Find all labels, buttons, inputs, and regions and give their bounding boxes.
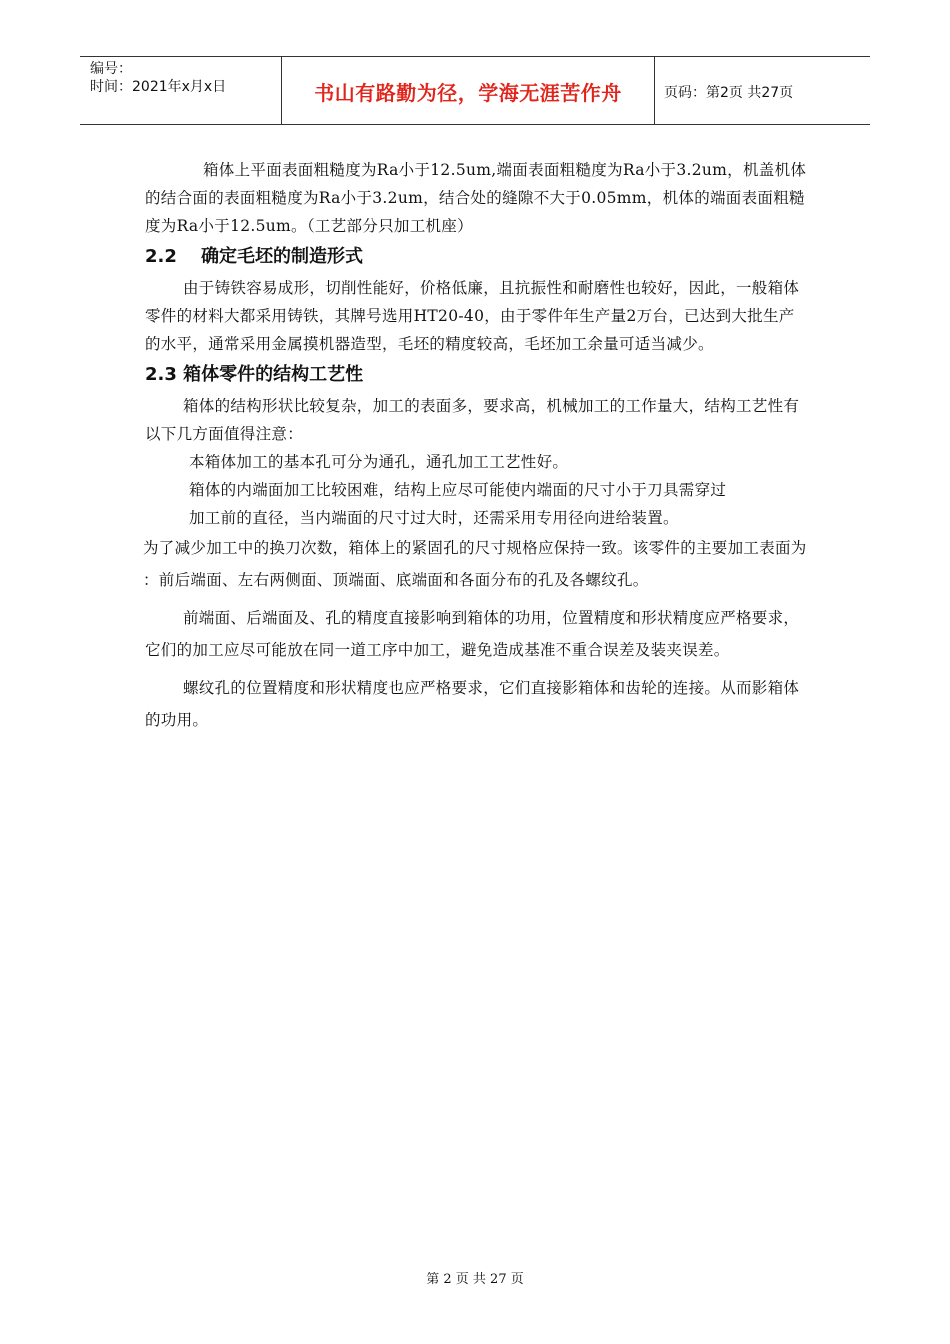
list-item: 加工前的直径，当内端面的尺寸过大时，还需采用专用径向进给装置。: [189, 509, 679, 527]
header-motto: 书山有路勤为径，学海无涯苦作舟: [314, 81, 622, 105]
document-time-label: 时间：2021年x月x日: [90, 79, 227, 95]
header-page-info: 页码：第2页 共27页: [664, 84, 794, 101]
header-meta: [90, 60, 226, 96]
paragraph-blank-form: 由于铸铁容易成形，切削性能好，价格低廉，且抗振性和耐磨性也较好，因此，一般箱体零件的材料大都采用铸铁，其牌号选用HT20-40，由于零件年生产量2万台，已达到大批生产的水平，通常采用金属摸机器造型，毛坯的精度较高，毛坯加工余量可适当减少。: [145, 279, 800, 353]
section-heading-2-2: [145, 242, 810, 272]
document-number-label: 编号：: [90, 61, 132, 77]
page-header-table: [80, 56, 870, 125]
section-title: 确定毛坯的制造形式: [201, 246, 363, 267]
header-divider: [654, 57, 655, 124]
list-item: 本箱体加工的基本孔可分为通孔，通孔加工工艺性好。: [189, 453, 569, 471]
paragraph-precision: 前端面、后端面及、孔的精度直接影响到箱体的功用，位置精度和形状精度应严格要求，它们的加工应尽可能放在同一道工序中加工，避免造成基准不重合误差及装夹误差。: [145, 609, 800, 659]
page-footer: 第 2 页 共 27 页: [426, 1272, 524, 1287]
paragraph-thread-holes: 螺纹孔的位置精度和形状精度也应严格要求，它们直接影箱体和齿轮的连接。从而影箱体的功用。: [145, 679, 800, 729]
section-heading-2-3: [145, 360, 810, 390]
paragraph-roughness: 箱体上平面表面粗糙度为Ra小于12.5um,端面表面粗糙度为Ra小于3.2um，机盖机体的结合面的表面粗糙度为Ra小于3.2um，结合处的缝隙不大于0.05mm，机体的端面表面粗糙度为Ra小于12.5um。（工艺部分只加工机座）: [145, 161, 807, 235]
section-number: 2.3: [145, 364, 177, 385]
section-number: 2.2: [145, 246, 177, 267]
section-title: 箱体零件的结构工艺性: [183, 364, 364, 385]
document-body: [145, 156, 810, 736]
list-item: 箱体的内端面加工比较困难，结构上应尽可能使内端面的尺寸小于刀具需穿过: [189, 481, 727, 499]
paragraph-structure: 箱体的结构形状比较复杂，加工的表面多，要求高，机械加工的工作量大，结构工艺性有以下几方面值得注意：: [145, 397, 800, 443]
paragraph-reduce-tool-change: 为了减少加工中的换刀次数，箱体上的紧固孔的尺寸规格应保持一致。该零件的主要加工表面为 ：前后端面、左右两侧面、顶端面、底端面和各面分布的孔及各螺纹孔。: [143, 539, 807, 589]
